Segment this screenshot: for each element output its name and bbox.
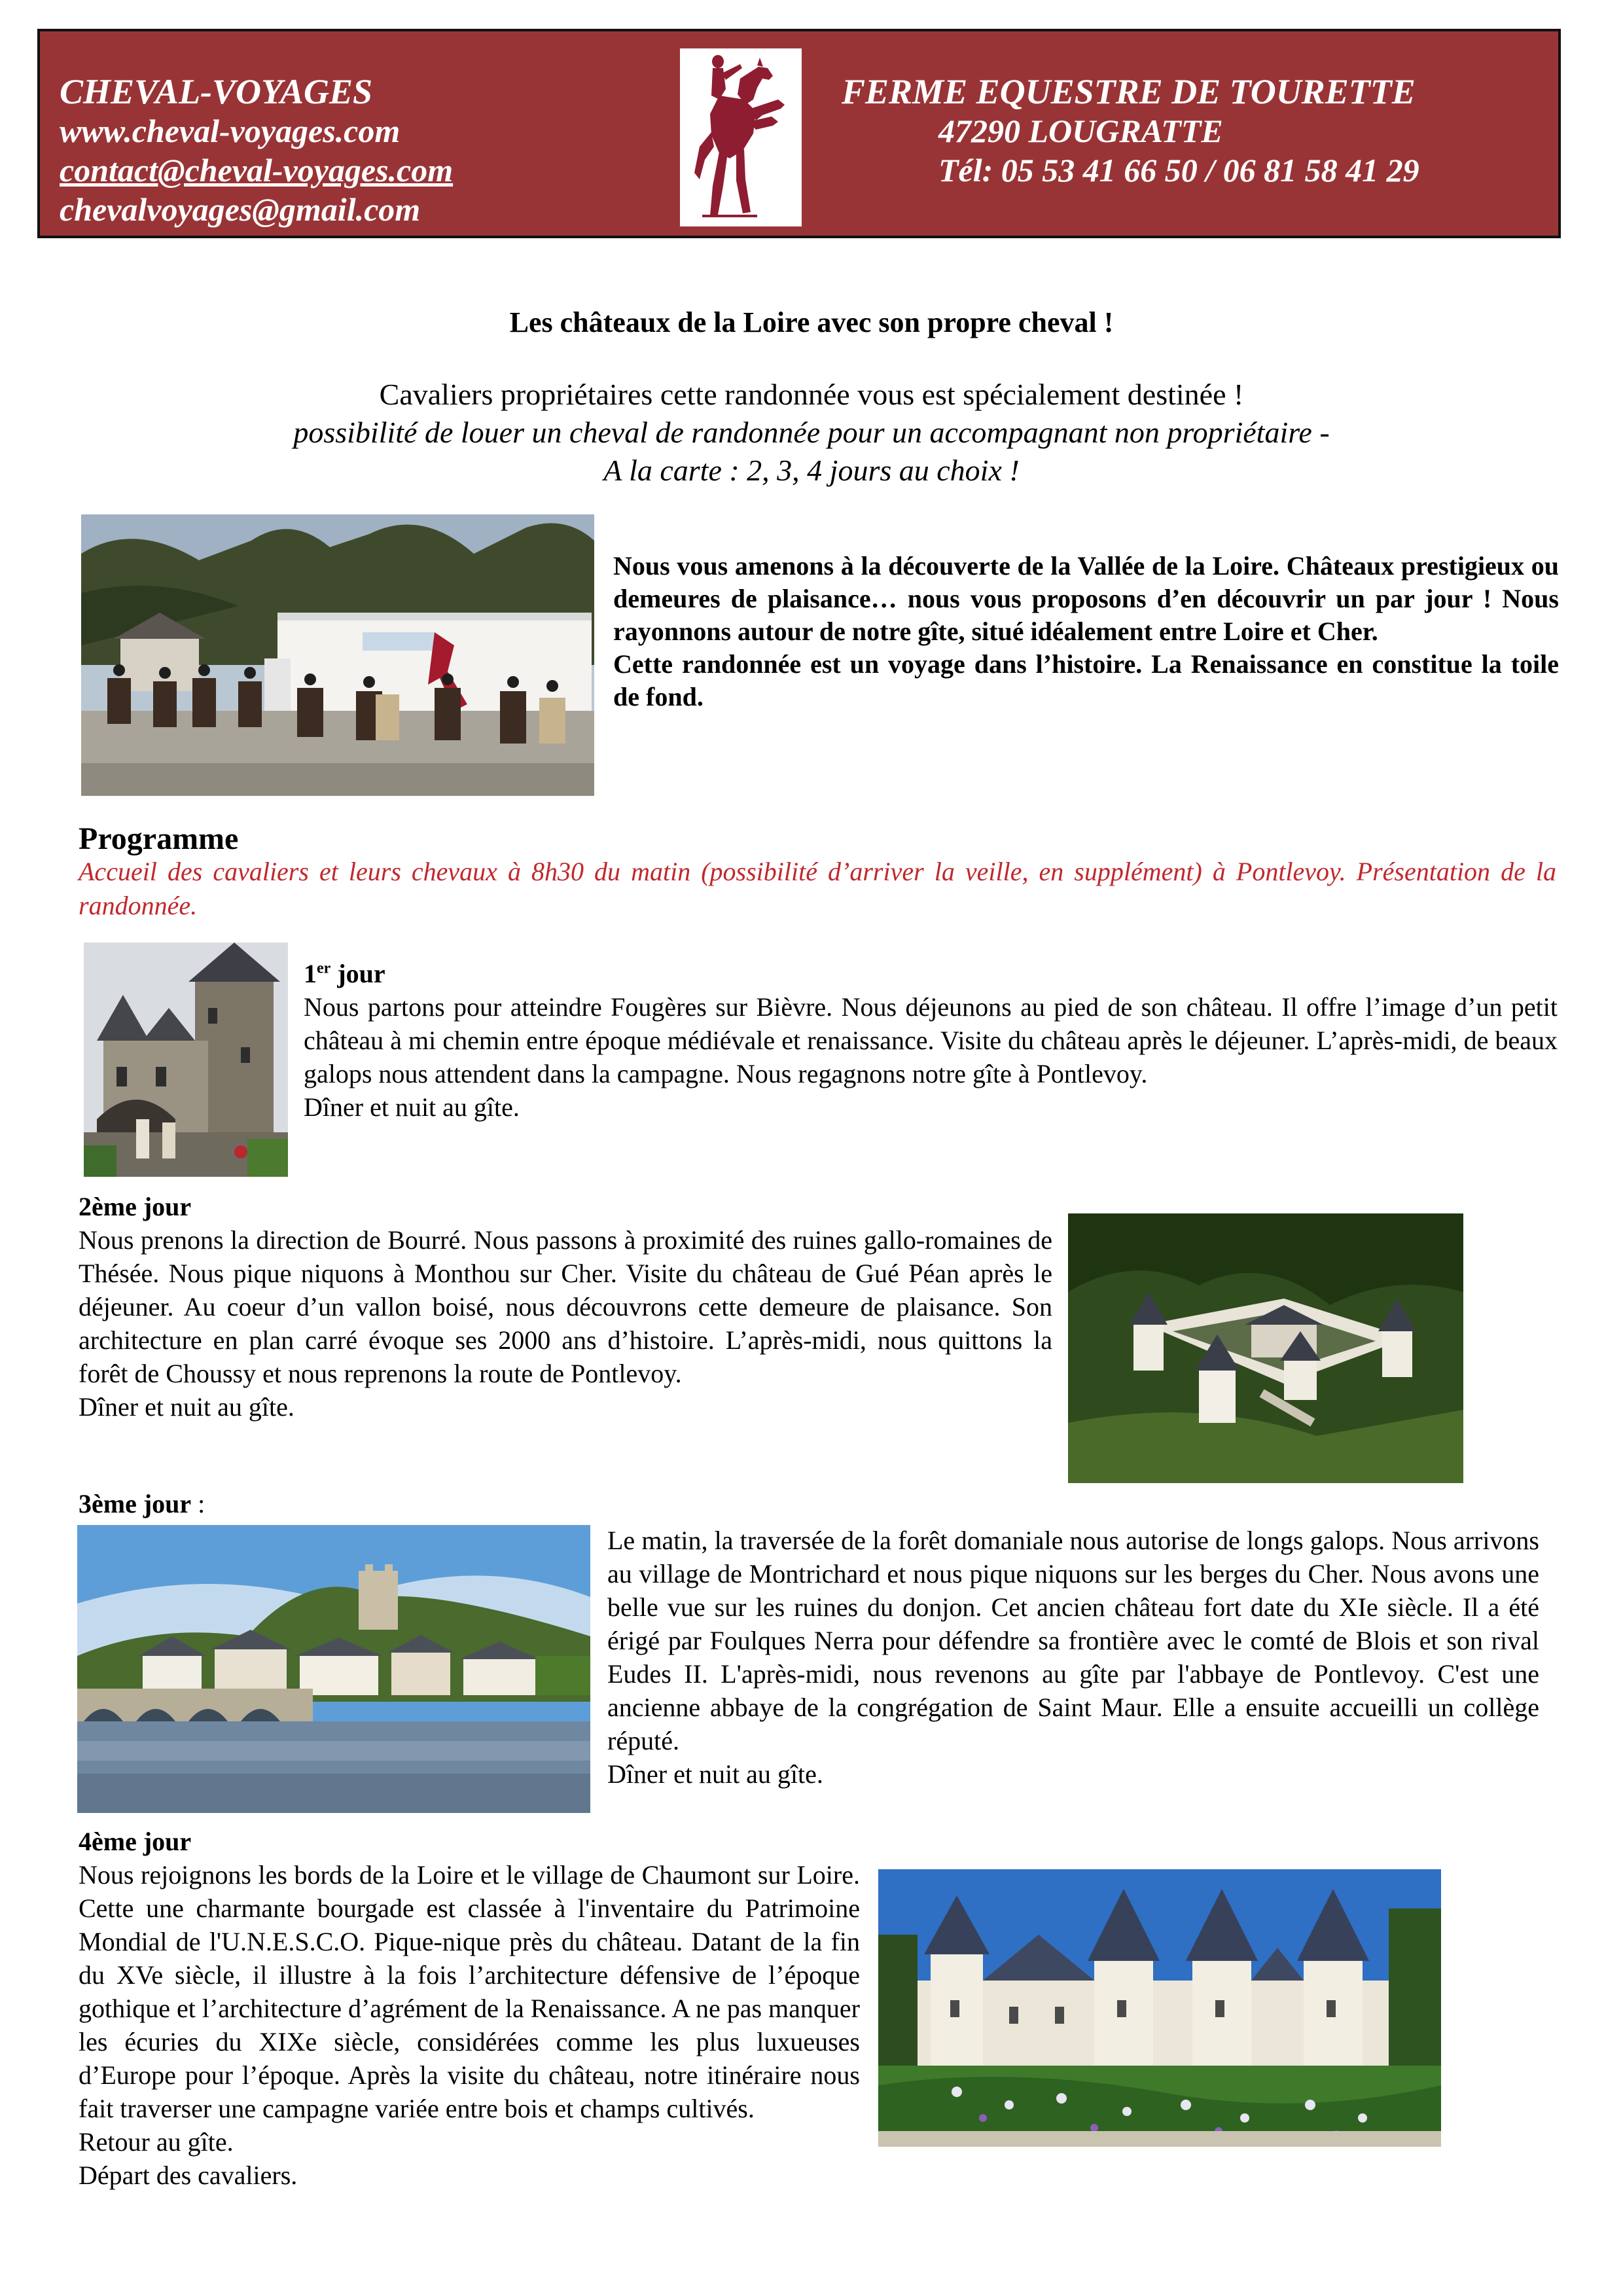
gmail-address: chevalvoyages@gmail.com: [60, 191, 421, 228]
day4-return: Retour au gîte.: [79, 2127, 234, 2157]
day4-departure: Départ des cavaliers.: [79, 2161, 298, 2190]
subtitle-line-duration: A la carte : 2, 3, 4 jours au choix !: [603, 454, 1020, 487]
day3-title-row: [79, 1487, 340, 1520]
day2-section: [79, 1190, 1052, 1424]
day1-closing: Dîner et nuit au gîte.: [304, 1092, 520, 1122]
horse-logo: [680, 48, 802, 226]
website-link[interactable]: www.cheval-voyages.com: [60, 113, 401, 149]
farm-address: 47290 LOUGRATTE: [938, 113, 1223, 149]
subtitle-line-rental: possibilité de louer un cheval de randonnée pour un accompagnant non propriétaire -: [293, 416, 1330, 449]
intro-paragraph-history: Cette randonnée est un voyage dans l’histoire. La Renaissance en constitue la toile de fond.: [613, 649, 1559, 711]
day1-word: jour: [330, 959, 385, 988]
gue-pean-castle-photo: [1068, 1213, 1463, 1483]
farm-phone: Tél: 05 53 41 66 50 / 06 81 58 41 29: [938, 152, 1419, 188]
day3-description: Le matin, la traversée de la forêt domaniale nous autorise de longs galops. Nous arrivons au village de Montrichard et nous pique niquons sur les berges du Cher. Nous avons une belle vue sur les ruines du donjon. Cet ancien château fort date du XIe siècle. Il a été érigé par Foulques Nerra pour défendre sa frontière avec le comté de Blois et son rival Eudes II. L'après-midi, nous revenons au gîte par l'abbaye de Pontlevoy. C'est une ancienne abbaye de la congrégation de Saint Maur. Elle a ensuite accueilli un collège réputé.: [607, 1526, 1539, 1755]
farm-name: FERME EQUESTRE DE TOURETTE: [842, 72, 1416, 111]
day2-title: 2ème jour: [79, 1192, 192, 1221]
intro-paragraph-discovery: Nous vous amenons à la découverte de la Vallée de la Loire. Châteaux prestigieux ou demeures de plaisance… nous vous proposons d’en découvrir un par jour ! Nous rayonnons autour de notre gîte, situé idéalement entre Loire et Cher.: [613, 551, 1559, 646]
day3-section: [607, 1524, 1539, 1791]
rearing-horse-icon: [680, 48, 802, 226]
programme-welcome-text: Accueil des cavaliers et leurs chevaux à 8h30 du matin (possibilité d’arriver la veille, en supplément) à Pontlevoy. Présentation de la randonnée.: [79, 857, 1556, 920]
day3-closing: Dîner et nuit au gîte.: [607, 1759, 823, 1789]
page-title: Les châteaux de la Loire avec son propre cheval !: [509, 306, 1114, 338]
brand-name: CHEVAL-VOYAGES: [60, 72, 373, 111]
header-contact-block: [60, 72, 453, 229]
day1-section: [304, 957, 1558, 1124]
header-banner: [37, 29, 1561, 238]
day2-closing: Dîner et nuit au gîte.: [79, 1392, 294, 1422]
fougeres-castle-photo: [84, 942, 288, 1177]
intro-text: [613, 550, 1559, 713]
day1-title: [304, 957, 1558, 990]
subtitle-line-owners: Cavaliers propriétaires cette randonnée vous est spécialement destinée !: [379, 378, 1244, 411]
day3-title-line: [79, 1487, 340, 1520]
day4-section: [79, 1825, 860, 2192]
header-farm-block: [842, 72, 1419, 190]
subtitle-block: [0, 376, 1623, 490]
day1-superscript: er: [317, 960, 331, 977]
day3-title: 3ème jour: [79, 1489, 192, 1518]
riders-truck-photo: [81, 514, 594, 796]
day3-title-colon: :: [191, 1489, 205, 1518]
programme-heading: Programme: [79, 821, 239, 856]
montrichard-photo: [77, 1525, 590, 1813]
chaumont-castle-photo: [878, 1869, 1441, 2147]
day2-description: Nous prenons la direction de Bourré. Nous passons à proximité des ruines gallo-romaines de Thésée. Nous pique niquons à Monthou sur Cher. Visite du château de Gué Péan après le déjeuner. Au coeur d’un vallon boisé, nous découvrons cette demeure de plaisance. Son architecture en plan carré évoque ses 2000 ans d’histoire. L’après-midi, nous quittons la forêt de Choussy et nous reprenons la route de Pontlevoy.: [79, 1225, 1052, 1388]
day1-number: 1: [304, 959, 317, 988]
day4-description: Nous rejoignons les bords de la Loire et le village de Chaumont sur Loire. Cette une charmante bourgade est classée à l'inventaire du Patrimoine Mondial de l'U.N.E.S.C.O. Pique-nique près du château. Datant de la fin du XVe siècle, il illustre à la fois l’architecture défensive de l’époque gothique et l’architecture d’agrément de la Renaissance. A ne pas manquer les écuries du XIXe siècle, considérées comme les plus luxueuses d’Europe pour l’époque. Après la visite du château, notre itinéraire nous fait traverser une campagne variée entre bois et champs cultivés.: [79, 1860, 860, 2123]
contact-email-link[interactable]: contact@cheval-voyages.com: [60, 152, 454, 188]
day1-description: Nous partons pour atteindre Fougères sur Bièvre. Nous déjeunons au pied de son château. Il offre l’image d’un petit château à mi chemin entre époque médiévale et renaissance. Visite du château après le déjeuner. L’après-midi, de beaux galops nous attendent dans la campagne. Nous regagnons notre gîte à Pontlevoy.: [304, 992, 1558, 1088]
day4-title: 4ème jour: [79, 1827, 192, 1856]
